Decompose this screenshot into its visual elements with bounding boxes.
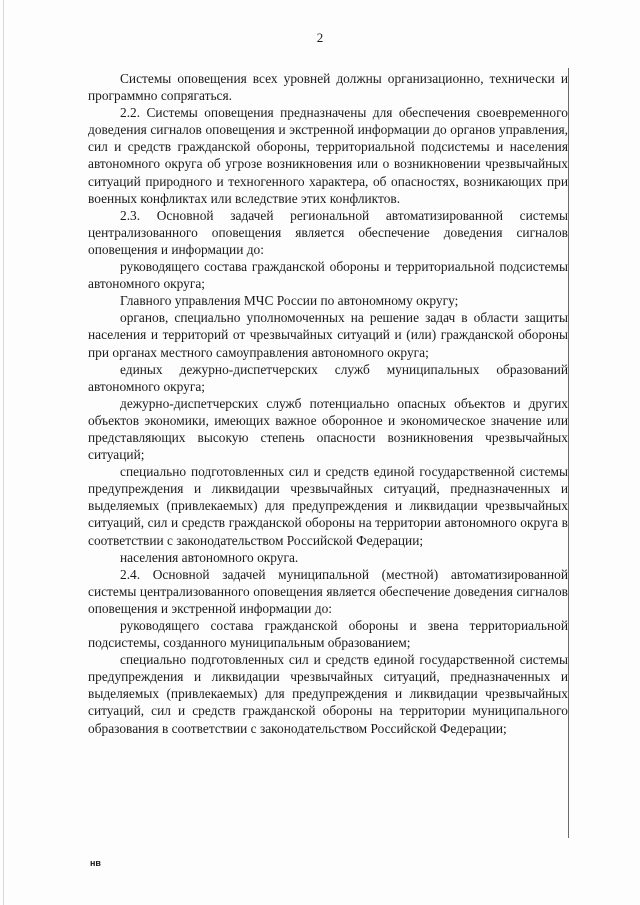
paragraph: 2.3. Основной задачей региональной автоматизированной системы централизованного оповещения является обеспечение доведения сигналов оповещения и информации до: <box>88 207 568 257</box>
paragraph: 2.4. Основной задачей муниципальной (местной) автоматизированной системы централизованного оповещения является обеспечение доведения сигналов оповещения и экстренной информации до: <box>88 566 568 616</box>
list-item: единых дежурно-диспетчерских служб муниципальных образований автономного округа; <box>88 361 568 394</box>
paragraph: 2.2. Системы оповещения предназначены для обеспечения своевременного доведения сигналов оповещения и экстренной информации до органов управления, сил и средств гражданской обороны, территориальной подсистемы и населения автономного округа об угрозе возникновения или о возникновении чрезвычайных ситуаций природного и техногенного характера, об опасностях, возникающих при военных конфликтах или вследствие этих конфликтов. <box>88 105 568 206</box>
page-number: 2 <box>316 30 324 45</box>
list-item: Главного управления МЧС России по автономному округу; <box>120 293 459 309</box>
scan-edge-line <box>3 0 4 905</box>
paragraph: Системы оповещения всех уровней должны организационно, технически и программно сопрягаться. <box>88 71 568 104</box>
list-item: руководящего состава гражданской обороны и территориальной подсистемы автономного округа; <box>88 259 568 292</box>
list-item: руководящего состава гражданской обороны и звена территориальной подсистемы, созданного муниципальным образованием; <box>88 618 568 651</box>
list-item: специально подготовленных сил и средств единой государственной системы предупреждения и ликвидации чрезвычайных ситуаций, предназначенных и выделяемых (привлекаемых) для предупреждения и ликвидации чрезвычайных ситуаций, сил и средств гражданской обороны на территории автономного округа в соответствии с законодательством Российской Федерации; <box>88 464 568 548</box>
document-body <box>88 70 568 737</box>
list-item: дежурно-диспетчерских служб потенциально опасных объектов и других объектов экономики, имеющих важное оборонное и экономическое значение или представляющих высокую степень опасности возникновения чрезвычайных ситуаций; <box>88 395 568 463</box>
list-item: населения автономного округа. <box>120 549 299 565</box>
footer-initials: нв <box>90 858 101 868</box>
list-item: органов, специально уполномоченных на решение задач в области защиты населения и территорий от чрезвычайных ситуаций и (или) гражданской обороны при органах местного самоуправления автономного округа; <box>88 310 568 360</box>
list-item: специально подготовленных сил и средств единой государственной системы предупреждения и ликвидации чрезвычайных ситуаций, предназначенных и выделяемых (привлекаемых) для предупреждения и ликвидации чрезвычайных ситуаций, сил и средств гражданской обороны на территории муниципального образования в соответствии с законодательством Российской Федерации; <box>88 652 568 736</box>
margin-rule <box>568 68 569 838</box>
